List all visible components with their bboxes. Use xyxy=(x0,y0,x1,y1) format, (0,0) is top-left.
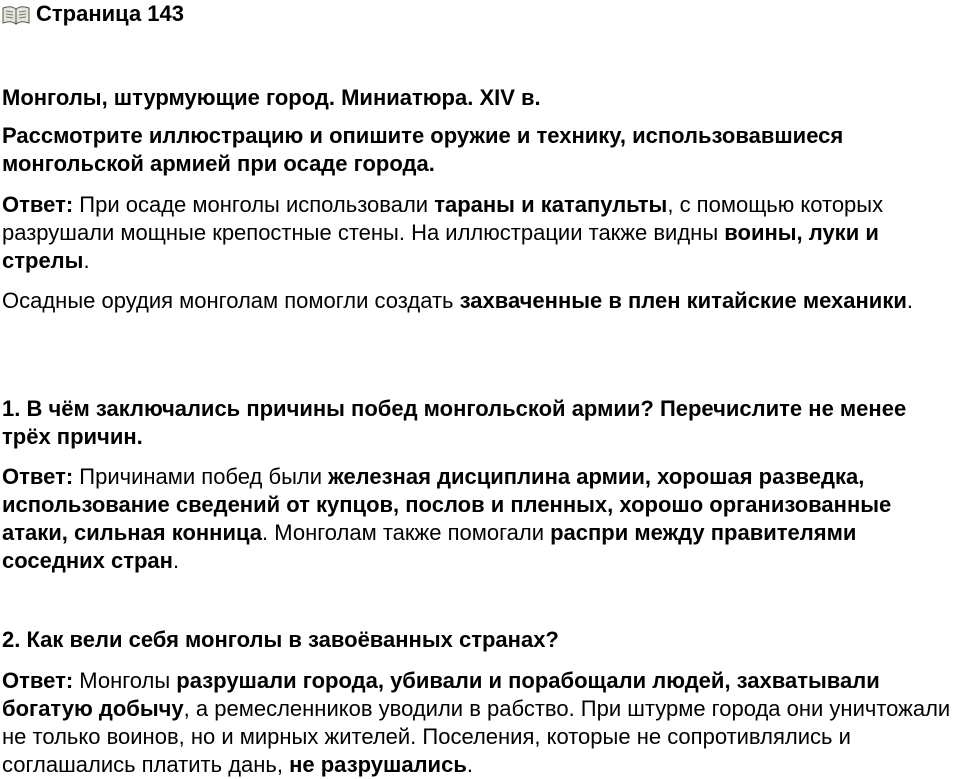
illustration-caption: Монголы, штурмующие город. Миниатюра. XIV в. xyxy=(2,85,541,110)
intro-answer-block xyxy=(2,191,958,275)
intro-answer-paragraph-2: Осадные орудия монголам помогли создать захваченные в плен китайские механики. xyxy=(2,288,913,313)
question-2: 2. Как вели себя монголы в завоёванных странах? xyxy=(2,627,559,652)
answer-1: Ответ: Причинами побед были железная дисциплина армии, хорошая разведка, использование сведений от купцов, послов и пленных, хорошо организованные атаки, сильная конница. Монголам также помогали распри между правителями соседних стран. xyxy=(2,464,892,573)
question-1: 1. В чём заключались причины побед монгольской армии? Перечислите не менее трёх причин. xyxy=(2,396,907,449)
question-1-block xyxy=(2,395,958,451)
page-header xyxy=(2,0,184,28)
intro-caption-block xyxy=(2,84,958,112)
intro-answer-block-2 xyxy=(2,287,958,315)
page-title: Страница 143 xyxy=(36,1,184,26)
answer-2: Ответ: Монголы разрушали города, убивали и порабощали людей, захватывали богатую добычу, а ремесленников уводили в рабство. При штурме города они уничтожали не только воинов, но и мирных жителей. Поселения, которые не сопротивлялись и соглашались платить дань, не разрушались. xyxy=(2,668,951,777)
intro-question: Рассмотрите иллюстрацию и опишите оружие и технику, использовавшиеся монгольской армией при осаде города. xyxy=(2,123,844,176)
answer-2-block xyxy=(2,667,958,779)
answer-label: Ответ: xyxy=(2,192,74,217)
open-book-icon xyxy=(2,4,30,24)
answer-1-block xyxy=(2,463,958,575)
intro-question-block xyxy=(2,122,958,178)
question-2-block xyxy=(2,626,958,654)
answer-label: Ответ: xyxy=(2,668,74,693)
intro-answer-paragraph-1: Ответ: При осаде монголы использовали тараны и катапульты, с помощью которых разрушали мощные крепостные стены. На иллюстрации также видны воины, луки и стрелы. xyxy=(2,192,884,273)
answer-label: Ответ: xyxy=(2,464,74,489)
